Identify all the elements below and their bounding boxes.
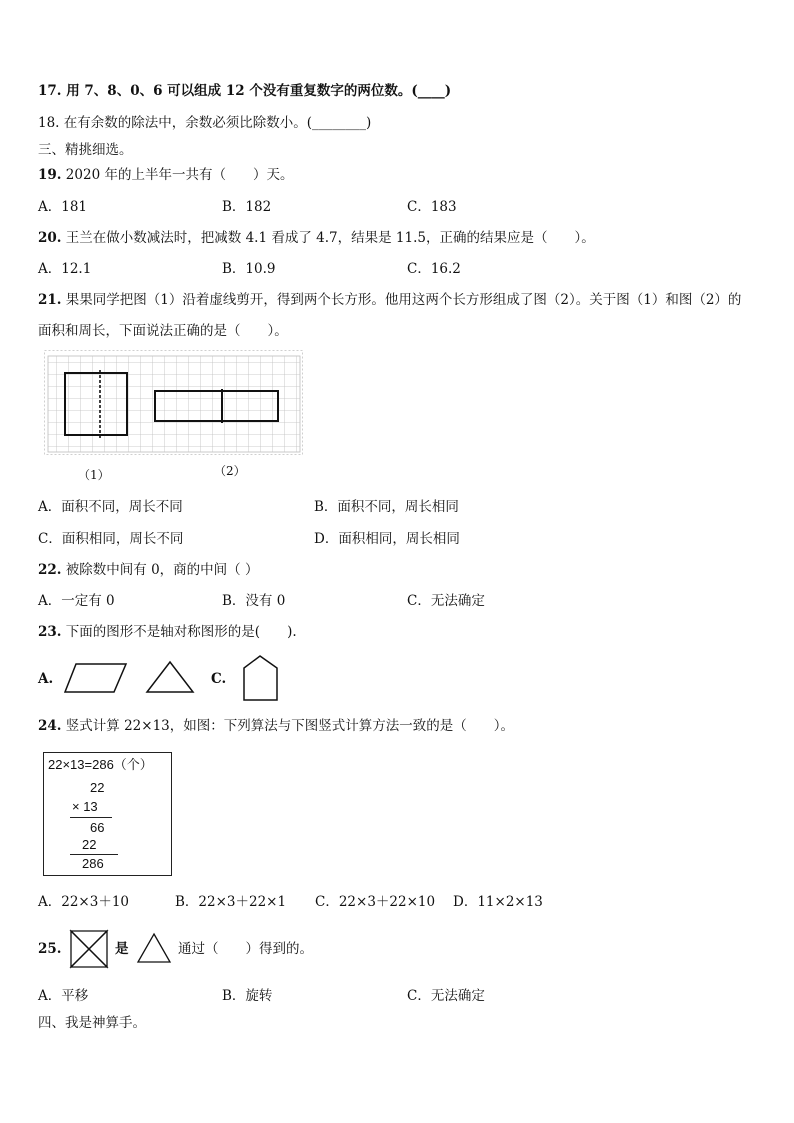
- q18-number: 18.: [38, 115, 60, 131]
- q24-text: 竖式计算 22×13，如图：下列算法与下图竖式计算方法一致的是（ ）。: [65, 718, 515, 734]
- grid-figure: [44, 350, 304, 456]
- q18-text: 在有余数的除法中，余数必须比除数小。: [63, 115, 307, 131]
- q21-text-line2: 面积和周长，下面说法正确的是（ ）。: [38, 323, 288, 339]
- q23-option-c-label: C.: [211, 671, 227, 687]
- q25-number: 25.: [38, 941, 62, 957]
- q25-text: 通过（ ）得到的。: [178, 941, 313, 957]
- triangle-shape: [145, 660, 195, 694]
- q21-option-a: A．面积不同，周长不同: [38, 499, 183, 515]
- q20-option-c: C．16.2: [407, 261, 461, 277]
- q20-number: 20.: [38, 230, 62, 246]
- q22-option-a: A．一定有 0: [38, 593, 115, 609]
- q25-word-is: 是: [115, 941, 129, 957]
- question-23: [38, 623, 297, 641]
- grid-paper: [48, 356, 300, 452]
- q20-text: 王兰在做小数减法时，把减数 4.1 看成了 4.7，结果是 11.5，正确的结果应是（ ）。: [65, 230, 595, 246]
- question-22: [38, 561, 258, 579]
- q21-option-d: D．面积相同，周长相同: [314, 531, 460, 547]
- question-24: [38, 717, 514, 735]
- q24-option-a: A．22×3＋10: [38, 894, 130, 910]
- q25-option-b: B．旋转: [222, 988, 273, 1004]
- q22-option-c: C．无法确定: [407, 593, 485, 609]
- calc-row-result: 286: [82, 856, 104, 871]
- calc-rule-2: [70, 854, 118, 855]
- question-18: [38, 114, 371, 132]
- single-triangle-figure: [136, 932, 172, 964]
- pentagon-house-shape: [242, 654, 280, 702]
- calc-row-partial-1: 66: [90, 820, 105, 835]
- q21-number: 21.: [38, 292, 62, 308]
- q20-option-b: B．10.9: [222, 261, 276, 277]
- q23-number: 23.: [38, 624, 62, 640]
- q24-option-d: D．11×2×13: [453, 894, 543, 910]
- q19-text: 2020 年的上半年一共有（ ）天。: [65, 167, 294, 183]
- q22-number: 22.: [38, 562, 62, 578]
- calc-header: 22×13=286（个）: [48, 757, 153, 772]
- section-3-heading: 三、精挑细选。: [38, 142, 133, 158]
- question-20: [38, 229, 595, 247]
- q23-text: 下面的图形不是轴对称图形的是( ).: [65, 624, 297, 640]
- calc-rule-1: [70, 817, 112, 818]
- q22-option-b: B．没有 0: [222, 593, 286, 609]
- q19-option-b: B．182: [222, 199, 272, 215]
- q19-number: 19.: [38, 167, 62, 183]
- figure-1-caption: （1）: [78, 468, 110, 482]
- vertical-calculation-box: [43, 752, 172, 876]
- q19-option-a: A．181: [38, 199, 88, 215]
- calc-row-multiplicand: 22: [90, 780, 105, 795]
- q20-option-a: A．12.1: [38, 261, 92, 277]
- section-4-heading: 四、我是神算手。: [38, 1015, 146, 1031]
- parallelogram-shape: [64, 662, 128, 694]
- q24-number: 24.: [38, 718, 62, 734]
- q22-text: 被除数中间有 0，商的中间（ ）: [65, 562, 259, 578]
- q17-blank: (____): [411, 83, 452, 99]
- q19-option-c: C．183: [407, 199, 457, 215]
- q24-option-c: C．22×3＋22×10: [315, 894, 436, 910]
- pinwheel-figure: [68, 928, 110, 970]
- q25-option-c: C．无法确定: [407, 988, 485, 1004]
- question-19: [38, 166, 293, 184]
- calc-row-partial-2: 22: [82, 837, 97, 852]
- q21-option-c: C．面积相同，周长不同: [38, 531, 184, 547]
- calc-row-multiplier: × 13: [72, 799, 98, 814]
- q17-text: 用 7、8、0、6 可以组成 12 个没有重复数字的两位数。: [66, 83, 412, 99]
- q25-option-a: A．平移: [38, 988, 89, 1004]
- question-21: [38, 291, 741, 309]
- q17-number: 17.: [38, 83, 62, 99]
- q23-option-a-label: A.: [38, 671, 54, 687]
- q21-option-b: B．面积不同，周长相同: [314, 499, 459, 515]
- q18-blank: (________): [306, 115, 372, 131]
- question-17: [38, 82, 451, 100]
- q24-option-b: B．22×3＋22×1: [175, 894, 287, 910]
- q21-text-line1: 果果同学把图（1）沿着虚线剪开，得到两个长方形。他用这两个长方形组成了图（2）。关于图（1）和图（2）的: [65, 292, 742, 308]
- figure-2-caption: （2）: [214, 464, 246, 478]
